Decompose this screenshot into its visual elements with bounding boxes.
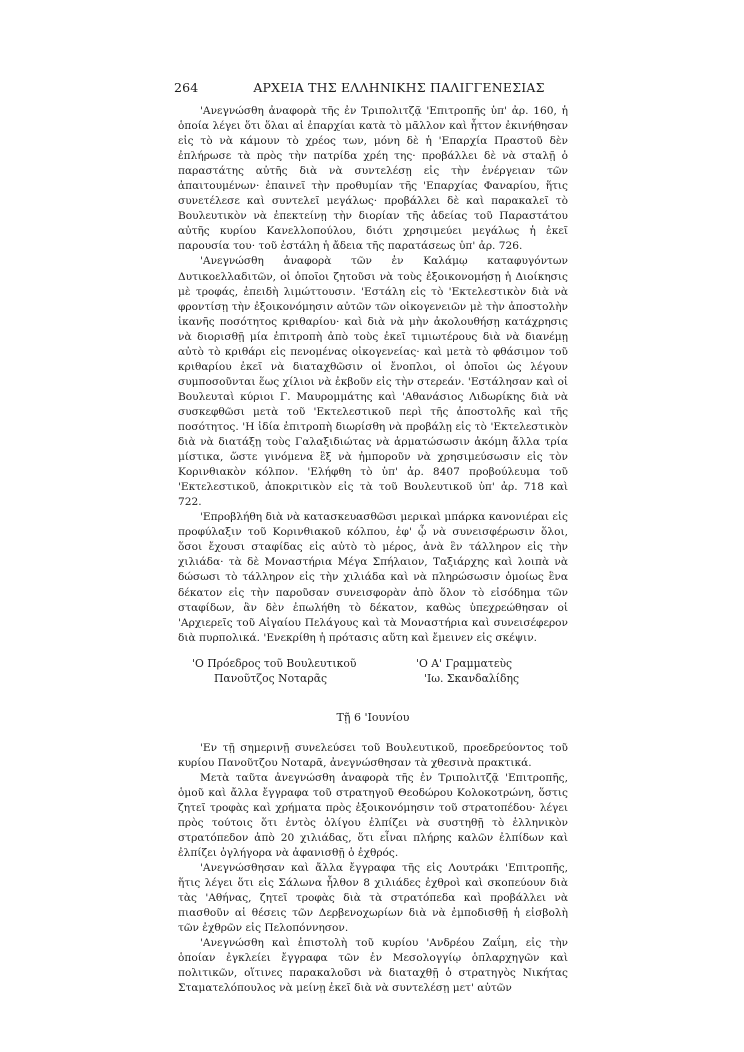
paragraph: 'Επροβλήθη διὰ νὰ κατασκευασθῶσι μερικαὶ μπάρκα κανονιέραι εἰς προφύλαξιν τοῦ Κορινθιακοῦ κόλπου, ἐφ' ᾧ νὰ συνεισφέρωσιν ὅλοι, ὅσοι ἔχουσι σταφίδας εἰς αὐτὸ τὸ μέρος, ἀνὰ ἓν τάλληρον εἰς τὴν χιλιάδα· τὰ δὲ Μοναστήρια Μέγα Σπήλαιον, Ταξιάρχης καὶ λοιπὰ νὰ δώσωσι τὸ τάλληρον εἰς τὴν χιλιάδα καὶ νὰ πληρώσωσιν ὁμοίως ἓνα δέκατον εἰς τὴν παροῦσαν συνεισφορὰν ἀπὸ ὅλον τὸ εἰσόδημα τῶν σταφίδων, ἂν δὲν ἐπωλήθη τὸ δέκατον, καθὼς ὑπεχρεώθησαν οἱ 'Αρχιερεῖς τοῦ Αἰγαίου Πελάγους καὶ τὰ Μοναστήρια καὶ συνεισέφερον διὰ πυρπολικά. 'Ενεκρίθη ἡ πρότασις αὕτη καὶ ἔμεινεν εἰς σκέψιν.	[178, 511, 568, 644]
paragraph: 'Ανεγνώσθη ἀναφορὰ τῶν ἐν Καλάμῳ καταφυγόντων Δυτικοελλαδιτῶν, οἱ ὁποῖοι ζητοῦσι νὰ τοὺς ἐξοικονομήσῃ ἡ Διοίκησις μὲ τροφάς, ἐπειδὴ λιμώττουσιν. 'Εστάλη εἰς τὸ 'Εκτελεστικὸν διὰ νὰ φροντίσῃ τὴν ἐξοικονόμησιν αὐτῶν τῶν οἰκογενειῶν μὲ τὴν ἀποστολὴν ἱκανῆς ποσότητος κριθαρίου· καὶ διὰ νὰ μὴν ἀκολουθήσῃ κατάχρησις νὰ διορισθῇ μία ἐπιτροπὴ ἀπὸ τοὺς ἐκεῖ τιμιωτέρους διὰ νὰ διανέμῃ αὐτὸ τὸ κριθάρι εἰς πενομένας οἰκογενείας· καὶ μετὰ τὸ φθάσιμον τοῦ κριθαρίου ἐκεῖ νὰ διαταχθῶσιν οἱ ἔνοπλοι, οἱ ὁποῖοι ὡς λέγουν συμποσοῦνται ἕως χίλιοι νὰ ἐκβοῦν εἰς τὴν στερεάν. 'Εστάλησαν καὶ οἱ Βουλευταὶ κύριοι Γ. Μαυρομμάτης καὶ 'Αθανάσιος Λιδωρίκης διὰ νὰ συσκεφθῶσι μετὰ τοῦ 'Εκτελεστικοῦ περὶ τῆς ἀποστολῆς καὶ τῆς ποσότητος. 'Η ἰδία ἐπιτροπὴ διωρίσθη νὰ προβάλῃ εἰς τὸ 'Εκτελεστικὸν διὰ νὰ διατάξῃ τοὺς Γαλαξιδιώτας νὰ ἁρματώσωσιν ἀκόμη ἄλλα τρία μίστικα, ὥστε γινόμενα ἓξ νὰ ἠμποροῦν νὰ χρησιμεύσωσιν εἰς τὸν Κορινθιακὸν κόλπον. 'Ελήφθη τὸ ὑπ' ἀρ. 8407 προβούλευμα τοῦ 'Εκτελεστικοῦ, ἀποκριτικὸν εἰς τὰ τοῦ Βουλευτικοῦ ὑπ' ἀρ. 718 καὶ 722.	[178, 255, 568, 509]
signature-title: 'Ο Πρόεδρος τοῦ Βουλευτικοῦ	[192, 656, 357, 670]
signature-president	[192, 656, 356, 686]
page-header	[174, 80, 564, 98]
paragraph: 'Ανεγνώσθη καὶ ἐπιστολὴ τοῦ κυρίου 'Ανδρέου Ζαΐμη, εἰς τὴν ὁποίαν ἐγκλείει ἔγγραφα τῶν ἐν Μεσολογγίῳ ὁπλαρχηγῶν καὶ πολιτικῶν, οἵτινες παρακαλοῦσι νὰ διαταχθῇ ὁ στρατηγὸς Νικήτας Σταματελόπουλος νὰ μείνῃ ἐκεῖ διὰ νὰ συντελέσῃ μετ' αὐτῶν	[178, 937, 568, 995]
paragraph: 'Εν τῇ σημερινῇ συνελεύσει τοῦ Βουλευτικοῦ, προεδρεύοντος τοῦ κυρίου Πανοῦτζου Νοταρᾶ, ἀνεγνώσθησαν τὰ χθεσινὰ πρακτικά.	[178, 741, 568, 769]
page-body	[178, 104, 568, 997]
page-number: 264	[174, 80, 199, 95]
signature-name: Πανοῦτζος Νοταρᾶς	[214, 671, 328, 685]
signature-name: 'Ιω. Σκανδαλίδης	[424, 671, 520, 685]
paragraph: 'Ανεγνώσθη ἀναφορὰ τῆς ἐν Τριπολιτζᾷ 'Επιτροπῆς ὑπ' ἀρ. 160, ἡ ὁποία λέγει ὅτι ὅλαι αἱ ἐπαρχίαι κατὰ τὸ μᾶλλον καὶ ἧττον ἐκινήθησαν εἰς τὸ νὰ κάμουν τὸ χρέος των, μόνη δὲ ἡ 'Επαρχία Πραστοῦ δὲν ἐπλήρωσε τὰ πρὸς τὴν πατρίδα χρέη της· προβάλλει δὲ νὰ σταλῇ ὁ παραστάτης αὐτῆς διὰ νὰ συντελέσῃ εἰς τὴν ἐνέργειαν τῶν ἀπαιτουμένων· ἐπαινεῖ τὴν προθυμίαν τῆς 'Επαρχίας Φαναρίου, ἥτις συνετέλεσε καὶ συντελεῖ μεγάλως· προβάλλει δὲ καὶ παρακαλεῖ τὸ Βουλευτικὸν νὰ ἐπεκτείνῃ τὴν διορίαν τῆς ἀδείας τοῦ Παραστάτου αὐτῆς κυρίου Κανελλοπούλου, διότι χρησιμεύει μεγάλως ἡ ἐκεῖ παρουσία του· τοῦ ἐστάλη ἡ ἄδεια τῆς παρατάσεως ὑπ' ἀρ. 726.	[178, 105, 568, 253]
date-heading: Τῇ 6 'Ιουνίου	[336, 710, 410, 724]
signature-secretary	[416, 656, 519, 686]
signature-title: 'Ο Α' Γραμματεὺς	[416, 656, 513, 670]
paragraph: 'Ανεγνώσθησαν καὶ ἄλλα ἔγγραφα τῆς εἰς Λουτράκι 'Επιτροπῆς, ἥτις λέγει ὅτι εἰς Σάλωνα ἦλθον 8 χιλιάδες ἐχθροὶ καὶ σκοπεύουν διὰ τὰς 'Αθήνας, ζητεῖ τροφὰς διὰ τὰ στρατόπεδα καὶ προβάλλει νὰ πιασθοῦν αἱ θέσεις τῶν Δερβενοχωρίων διὰ νὰ ἐμποδισθῇ ἡ εἰσβολὴ τῶν ἐχθρῶν εἰς Πελοπόννησον.	[178, 862, 568, 935]
signature-block	[178, 656, 568, 690]
running-title: ΑΡΧΕΙΑ ΤΗΣ ΕΛΛΗΝΙΚΗΣ ΠΑΛΙΓΓΕΝΕΣΙΑΣ	[253, 80, 545, 95]
paragraph: Μετὰ ταῦτα ἀνεγνώσθη ἀναφορὰ τῆς ἐν Τριπολιτζᾷ 'Επιτροπῆς, ὁμοῦ καὶ ἄλλα ἔγγραφα τοῦ στρατηγοῦ Θεοδώρου Κολοκοτρώνη, ὅστις ζητεῖ τροφὰς καὶ χρήματα πρὸς ἐξοικονόμησιν τοῦ στρατοπέδου· λέγει πρὸς τούτοις ὅτι ἐντὸς ὀλίγου ἐλπίζει νὰ συστηθῇ τὸ ἑλληνικὸν στρατόπεδον ἀπὸ 20 χιλιάδας, ὅτι εἶναι πλήρης καλῶν ἐλπίδων καὶ ἐλπίζει ὀγλήγορα νὰ ἀφανισθῇ ὁ ἐχθρός.	[178, 771, 568, 860]
